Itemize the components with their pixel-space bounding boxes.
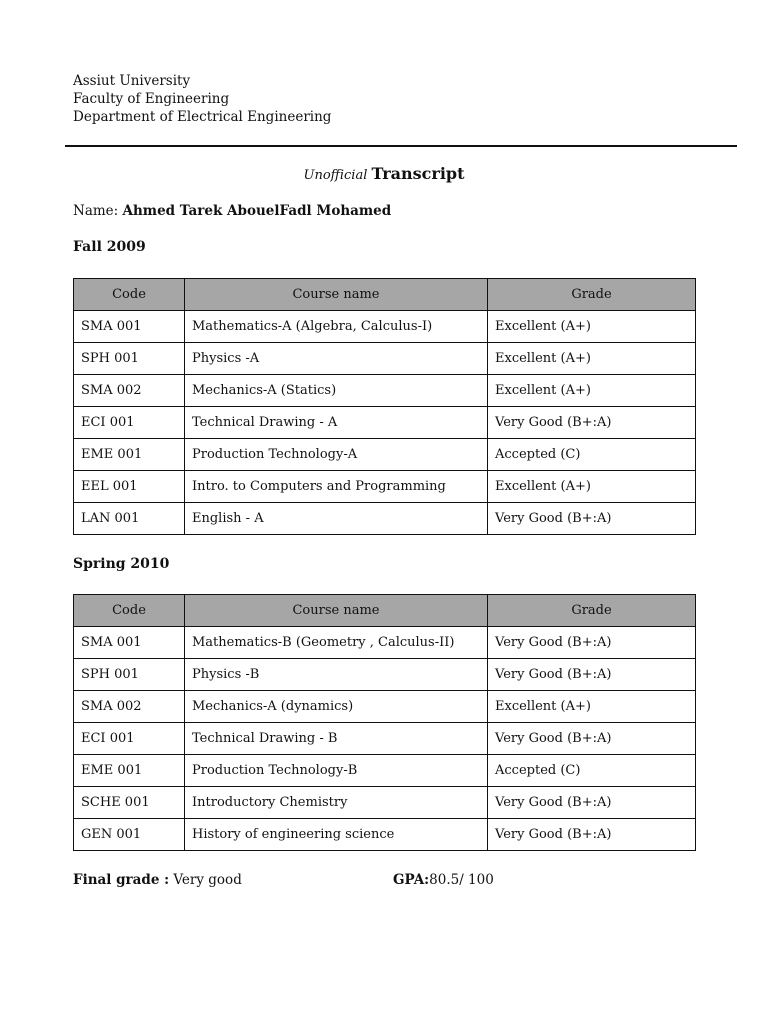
course-grade: Very Good (B+:A) <box>488 627 696 659</box>
course-name: History of engineering science <box>185 819 488 851</box>
course-name: Mechanics-A (Statics) <box>185 375 488 407</box>
table-row <box>74 375 696 407</box>
table-row <box>74 627 696 659</box>
table-header-row <box>74 279 696 311</box>
col-header-grade: Grade <box>488 279 696 311</box>
course-grade: Accepted (C) <box>488 439 696 471</box>
col-header-course: Course name <box>185 595 488 627</box>
gpa-line <box>393 872 494 888</box>
course-name: Production Technology-A <box>185 439 488 471</box>
course-code: SMA 001 <box>74 627 185 659</box>
header-divider <box>65 145 737 147</box>
title-prefix: Unofficial <box>303 168 368 183</box>
table-header-row <box>74 595 696 627</box>
courses-table-spring-2010 <box>73 594 696 851</box>
course-code: SMA 002 <box>74 375 185 407</box>
course-name: Mathematics-A (Algebra, Calculus-I) <box>185 311 488 343</box>
course-code: LAN 001 <box>74 503 185 535</box>
table-row <box>74 659 696 691</box>
course-grade: Excellent (A+) <box>488 691 696 723</box>
title-main: Transcript <box>371 164 465 183</box>
course-grade: Very Good (B+:A) <box>488 787 696 819</box>
course-name: Mathematics-B (Geometry , Calculus-II) <box>185 627 488 659</box>
course-code: EME 001 <box>74 439 185 471</box>
table-row <box>74 503 696 535</box>
table-row <box>74 439 696 471</box>
course-code: GEN 001 <box>74 819 185 851</box>
name-label: Name: <box>73 203 119 219</box>
col-header-code: Code <box>74 595 185 627</box>
table-row <box>74 691 696 723</box>
table-row <box>74 343 696 375</box>
table-row <box>74 755 696 787</box>
document-title <box>0 164 768 183</box>
course-code: SPH 001 <box>74 343 185 375</box>
course-name: Physics -A <box>185 343 488 375</box>
course-name: Intro. to Computers and Programming <box>185 471 488 503</box>
table-row <box>74 311 696 343</box>
course-name: Technical Drawing - B <box>185 723 488 755</box>
course-grade: Very Good (B+:A) <box>488 659 696 691</box>
course-code: SMA 001 <box>74 311 185 343</box>
table-row <box>74 723 696 755</box>
faculty-name: Faculty of Engineering <box>73 91 230 107</box>
course-code: EEL 001 <box>74 471 185 503</box>
term-heading-spring-2010: Spring 2010 <box>73 556 170 572</box>
table-row <box>74 471 696 503</box>
course-name: English - A <box>185 503 488 535</box>
course-name: Introductory Chemistry <box>185 787 488 819</box>
final-grade-line <box>73 872 242 888</box>
university-name: Assiut University <box>73 73 191 89</box>
final-grade-value: Very good <box>173 872 242 888</box>
course-code: ECI 001 <box>74 723 185 755</box>
course-grade: Excellent (A+) <box>488 471 696 503</box>
table-row <box>74 407 696 439</box>
course-name: Production Technology-B <box>185 755 488 787</box>
course-grade: Very Good (B+:A) <box>488 503 696 535</box>
course-grade: Accepted (C) <box>488 755 696 787</box>
course-name: Mechanics-A (dynamics) <box>185 691 488 723</box>
course-name: Physics -B <box>185 659 488 691</box>
course-grade: Excellent (A+) <box>488 311 696 343</box>
col-header-code: Code <box>74 279 185 311</box>
course-code: SCHE 001 <box>74 787 185 819</box>
col-header-course: Course name <box>185 279 488 311</box>
term-heading-fall-2009: Fall 2009 <box>73 239 146 255</box>
course-code: EME 001 <box>74 755 185 787</box>
course-code: SPH 001 <box>74 659 185 691</box>
course-name: Technical Drawing - A <box>185 407 488 439</box>
table-row <box>74 819 696 851</box>
table-row <box>74 787 696 819</box>
course-code: ECI 001 <box>74 407 185 439</box>
institution-header <box>73 72 331 126</box>
courses-table-fall-2009 <box>73 278 696 535</box>
course-grade: Excellent (A+) <box>488 343 696 375</box>
course-code: SMA 002 <box>74 691 185 723</box>
course-grade: Very Good (B+:A) <box>488 819 696 851</box>
student-name-line <box>73 203 391 219</box>
department-name: Department of Electrical Engineering <box>73 109 332 125</box>
course-grade: Excellent (A+) <box>488 375 696 407</box>
gpa-value: 80.5/ 100 <box>429 872 494 888</box>
final-grade-label: Final grade : <box>73 872 170 888</box>
course-grade: Very Good (B+:A) <box>488 723 696 755</box>
gpa-label: GPA: <box>393 872 430 888</box>
course-grade: Very Good (B+:A) <box>488 407 696 439</box>
col-header-grade: Grade <box>488 595 696 627</box>
student-name: Ahmed Tarek AbouelFadl Mohamed <box>122 203 392 219</box>
